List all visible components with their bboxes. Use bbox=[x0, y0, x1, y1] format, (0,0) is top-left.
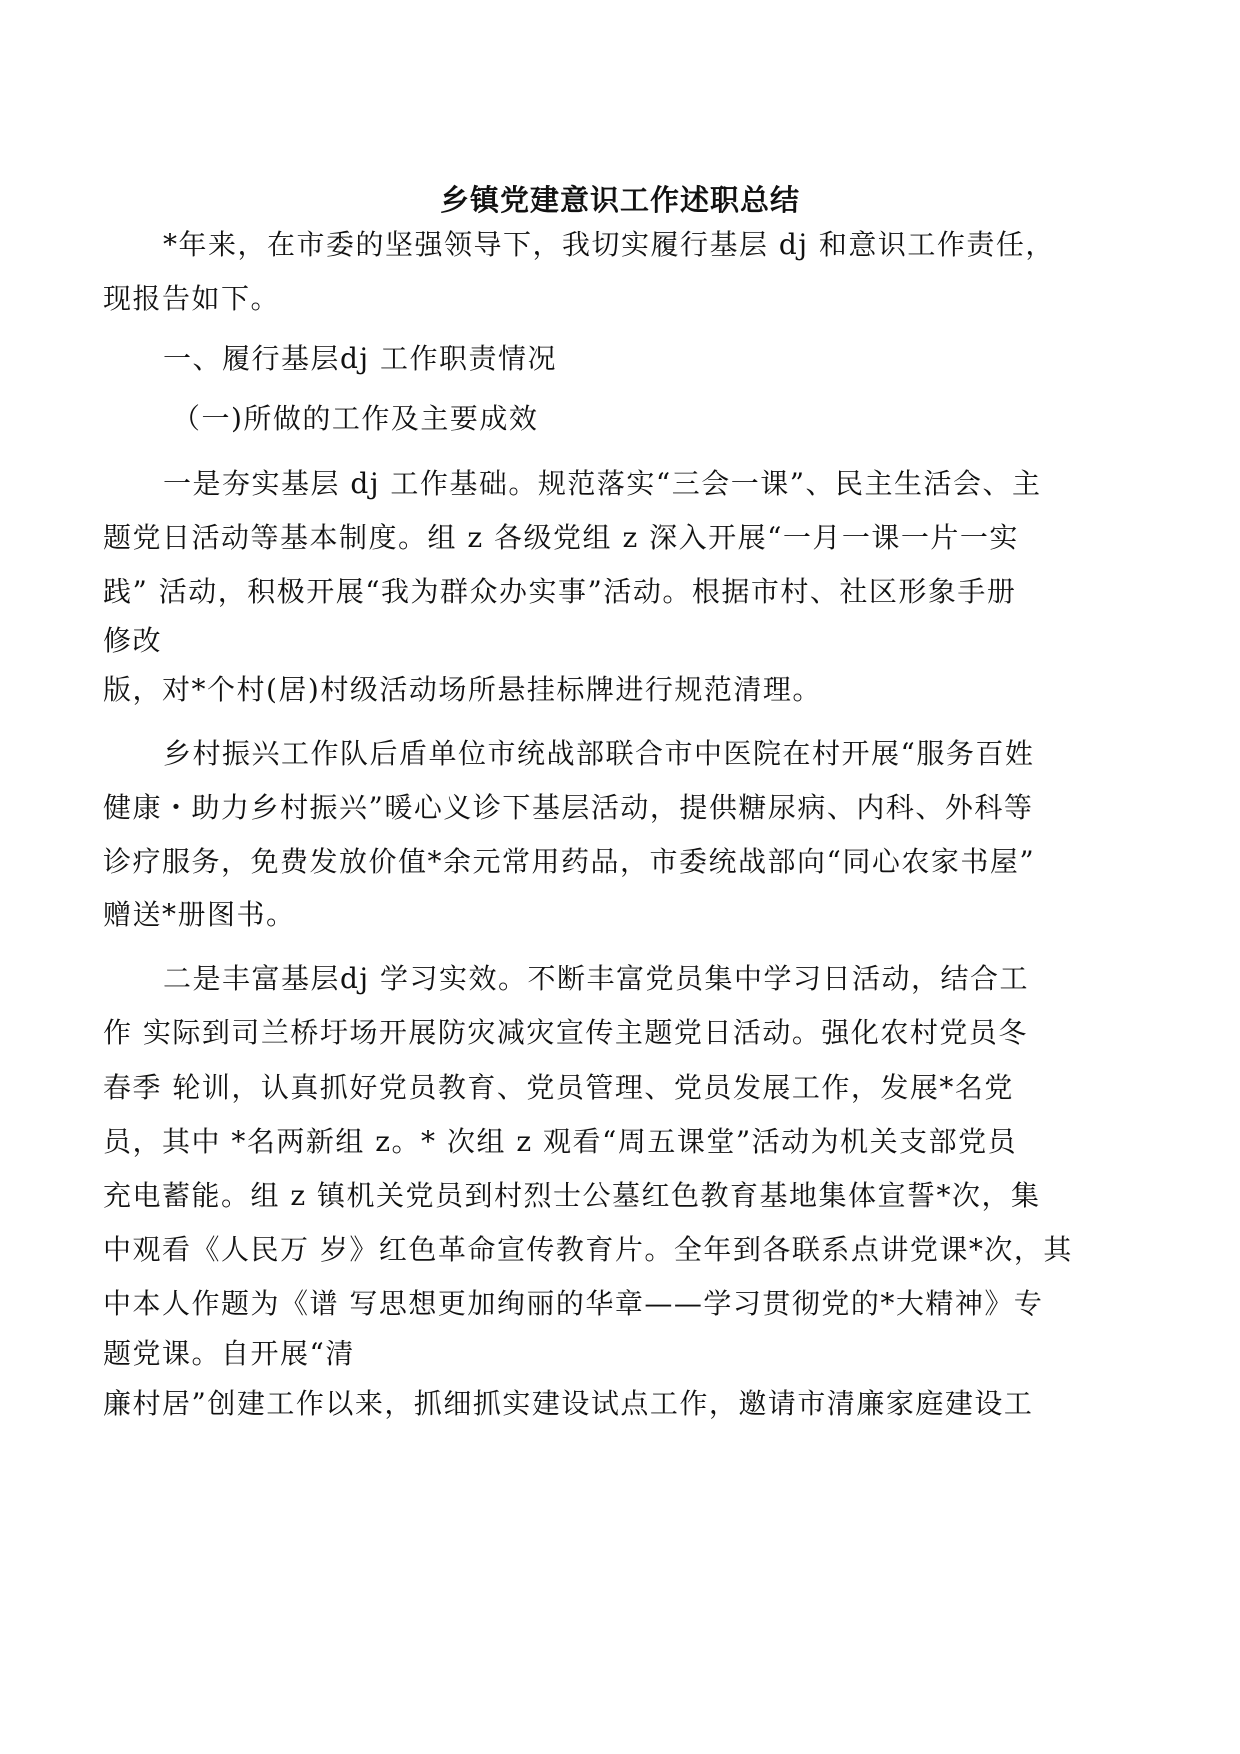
paragraph-line: 充电蓄能。组 z 镇机关党员到村烈士公墓红色教育基地集体宣誓*次，集 bbox=[103, 1179, 1041, 1212]
paragraph-line: 中本人作题为《谱 写思想更加绚丽的华章——学习贯彻党的*大精神》专 bbox=[103, 1287, 1044, 1320]
paragraph-line: 廉村居”创建工作以来，抓细抓实建设试点工作，邀请市清廉家庭建设工 bbox=[103, 1387, 1034, 1420]
paragraph-line: 现报告如下。 bbox=[103, 282, 281, 315]
paragraph-line: 作 实际到司兰桥圩场开展防灾减灾宣传主题党日活动。强化农村党员冬 bbox=[103, 1016, 1028, 1049]
paragraph-line: 员，其中 *名两新组 z。* 次组 z 观看“周五课堂”活动为机关支部党员 bbox=[103, 1125, 1018, 1158]
paragraph-line: *年来，在市委的坚强领导下，我切实履行基层 dj 和意识工作责任， bbox=[163, 228, 1055, 261]
document-title: 乡镇党建意识工作述职总结 bbox=[439, 183, 800, 217]
paragraph-line: 二是丰富基层dj 学习实效。不断丰富党员集中学习日活动，结合工 bbox=[163, 962, 1030, 995]
paragraph-line: 春季 轮训，认真抓好党员教育、党员管理、党员发展工作，发展*名党 bbox=[103, 1071, 1014, 1104]
paragraph-line: 题党课。自开展“清 bbox=[103, 1337, 355, 1370]
paragraph-line: 乡村振兴工作队后盾单位市统战部联合市中医院在村开展“服务百姓 bbox=[163, 737, 1035, 770]
paragraph-line: 赠送*册图书。 bbox=[103, 898, 296, 931]
paragraph-line: 健康・助力乡村振兴”暖心义诊下基层活动，提供糖尿病、内科、外科等 bbox=[103, 791, 1034, 824]
section-heading: 一、履行基层dj 工作职责情况 bbox=[163, 342, 558, 375]
paragraph-line: 践” 活动，积极开展“我为群众办实事”活动。根据市村、社区形象手册 bbox=[103, 575, 1017, 608]
paragraph-line: 一是夯实基层 dj 工作基础。规范落实“三会一课”、民主生活会、主 bbox=[163, 467, 1042, 500]
paragraph-line: 版，对*个村(居)村级活动场所悬挂标牌进行规范清理。 bbox=[103, 673, 822, 706]
subsection-heading: （一)所做的工作及主要成效 bbox=[172, 402, 539, 435]
paragraph-line: 中观看《人民万 岁》红色革命宣传教育片。全年到各联系点讲党课*次，其 bbox=[103, 1233, 1073, 1266]
paragraph-line: 题党日活动等基本制度。组 z 各级党组 z 深入开展“一月一课一片一实 bbox=[103, 521, 1019, 554]
paragraph-line: 诊疗服务，免费发放价值*余元常用药品，市委统战部向“同心农家书屋” bbox=[103, 845, 1036, 878]
paragraph-line: 修改 bbox=[103, 624, 163, 657]
